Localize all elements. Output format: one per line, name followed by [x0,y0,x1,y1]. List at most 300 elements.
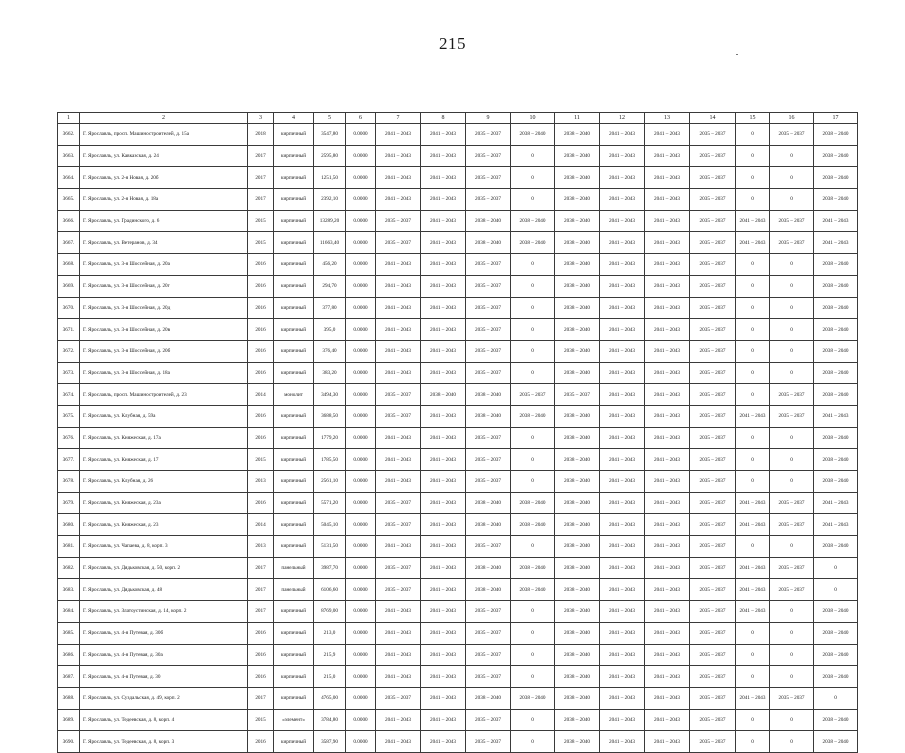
table-cell: 1779,20 [314,427,346,449]
address-cell: Г. Ярославль, ул. 3-я Шоссейная, д. 20б [80,340,248,362]
table-cell: 2015 [248,232,274,254]
table-cell: 0 [770,275,814,297]
column-header: 14 [690,113,736,124]
table-cell: 2041 – 2043 [600,709,645,731]
table-cell: 2035 – 2037 [466,340,511,362]
table-cell: 2041 – 2043 [421,275,466,297]
address-cell: Г. Ярославль, ул. Княжеская, д. 23 [80,514,248,536]
table-cell: 0.0000 [346,384,376,406]
table-cell: 0 [736,297,770,319]
table-cell: 0 [511,319,555,341]
table-cell: кирпичный [274,666,314,688]
table-cell: 2041 – 2043 [600,384,645,406]
table-cell: 2014 [248,514,274,536]
housing-repair-table [57,112,858,753]
table-cell: кирпичный [274,601,314,623]
table-cell: кирпичный [274,124,314,146]
address-cell: Г. Ярославль, ул. Тедеевская, д. 8, корп. 3 [80,731,248,753]
table-cell: 2035 – 2037 [555,384,600,406]
table-cell: 0.0000 [346,405,376,427]
table-cell: 2035 – 2037 [376,514,421,536]
table-cell: 395,0 [314,319,346,341]
table-cell: 0 [511,622,555,644]
column-header: 11 [555,113,600,124]
table-cell: 2035 – 2037 [690,644,736,666]
table-cell: 2035 – 2037 [511,384,555,406]
address-cell: Г. Ярославль, ул. Ветеранов, д. 34 [80,232,248,254]
table-cell: 3674. [58,384,80,406]
table-cell: 3681. [58,536,80,558]
table-cell: 2017 [248,167,274,189]
table-cell: 0 [736,622,770,644]
table-cell: 2041 – 2043 [421,687,466,709]
table-cell: 2038 – 2040 [421,384,466,406]
table-cell: 2035 – 2037 [770,124,814,146]
table-cell: 215,9 [314,644,346,666]
column-header: 7 [376,113,421,124]
table-cell: кирпичный [274,254,314,276]
table-row [58,362,858,384]
table-cell: 2038 – 2040 [511,514,555,536]
address-cell: Г. Ярославль, ул. 4-я Путевая, д. 30а [80,644,248,666]
table-cell: кирпичный [274,471,314,493]
table-cell: 2041 – 2043 [421,579,466,601]
table-cell: 2038 – 2040 [555,405,600,427]
table-row [58,145,858,167]
table-cell: 2041 – 2043 [421,731,466,753]
table-cell: 2017 [248,601,274,623]
table-cell: 0 [770,297,814,319]
table-cell: 2035 – 2037 [690,427,736,449]
table-cell: 0 [511,254,555,276]
table-cell: 2041 – 2043 [736,405,770,427]
table-cell: 2035 – 2037 [690,601,736,623]
table-cell: 2041 – 2043 [600,731,645,753]
table-cell: 2035 – 2037 [690,622,736,644]
table-cell: 2041 – 2043 [421,514,466,536]
table-cell: 0.0000 [346,232,376,254]
table-cell: 2035 – 2037 [466,427,511,449]
table-cell: 2035 – 2037 [466,319,511,341]
table-cell: 2041 – 2043 [736,492,770,514]
table-cell: 2041 – 2043 [421,145,466,167]
table-cell: 2041 – 2043 [421,254,466,276]
table-cell: кирпичный [274,210,314,232]
table-cell: 2041 – 2043 [421,189,466,211]
table-cell: 2041 – 2043 [421,709,466,731]
table-cell: 2016 [248,644,274,666]
address-cell: Г. Ярославль, ул. Княжеская, д. 17а [80,427,248,449]
table-cell: 2017 [248,557,274,579]
table-cell: 2014 [248,384,274,406]
table-cell: 2038 – 2040 [555,124,600,146]
table-cell: 2041 – 2043 [421,297,466,319]
table-cell: 5045,10 [314,514,346,536]
table-cell: 2035 – 2037 [770,514,814,536]
table-cell: 0 [511,189,555,211]
table-cell: 2038 – 2040 [511,492,555,514]
table-cell: 2041 – 2043 [421,492,466,514]
table-cell: 3679. [58,492,80,514]
table-cell: 0 [770,622,814,644]
table-cell: 2041 – 2043 [376,145,421,167]
table-cell: 2041 – 2043 [645,622,690,644]
table-cell: 2041 – 2043 [376,536,421,558]
table-cell: 2041 – 2043 [600,145,645,167]
table-cell: 2035 – 2037 [466,124,511,146]
table-cell: 2041 – 2043 [645,449,690,471]
table-cell: кирпичный [274,362,314,384]
table-cell: 3664. [58,167,80,189]
table-cell: 2038 – 2040 [814,644,858,666]
address-cell: Г. Ярославль, ул. Тедеевская, д. 8, корп. 4 [80,709,248,731]
table-cell: 0 [511,340,555,362]
table-cell: 3682. [58,557,80,579]
table-cell: 0 [736,471,770,493]
table-row [58,492,858,514]
table-cell: 2041 – 2043 [421,167,466,189]
table-cell: 2013 [248,536,274,558]
table-cell: 2041 – 2043 [421,124,466,146]
table-cell: 0 [511,145,555,167]
table-cell: 2041 – 2043 [376,601,421,623]
table-cell: 2035 – 2037 [690,319,736,341]
table-cell: 5131,50 [314,536,346,558]
table-cell: 2041 – 2043 [376,449,421,471]
table-cell: 0 [736,145,770,167]
table-row [58,731,858,753]
table-cell: 2041 – 2043 [736,601,770,623]
table-cell: 2041 – 2043 [645,557,690,579]
table-cell: 2041 – 2043 [376,124,421,146]
table-cell: 6106,60 [314,579,346,601]
table-cell: 2017 [248,145,274,167]
address-cell: Г. Ярославль, просп. Машиностроителей, д. 23 [80,384,248,406]
table-cell: 2038 – 2040 [466,579,511,601]
table-cell: 2041 – 2043 [376,254,421,276]
table-cell: 2038 – 2040 [466,492,511,514]
table-cell: 2041 – 2043 [645,514,690,536]
address-cell: Г. Ярославль, ул. Клубная, д. 59а [80,405,248,427]
table-cell: 3662. [58,124,80,146]
table-cell: 3686. [58,644,80,666]
table-cell: 2038 – 2040 [466,405,511,427]
table-cell: 2041 – 2043 [736,579,770,601]
table-cell: 2038 – 2040 [814,189,858,211]
table-cell: 0 [736,644,770,666]
table-cell: 2038 – 2040 [814,666,858,688]
table-cell: 2038 – 2040 [511,579,555,601]
address-cell: Г. Ярославль, ул. 3-я Шоссейная, д. 20г [80,275,248,297]
table-cell: кирпичный [274,687,314,709]
table-cell: 0.0000 [346,254,376,276]
table-cell: 1785,50 [314,449,346,471]
table-cell: 2038 – 2040 [814,124,858,146]
table-cell: 2038 – 2040 [555,210,600,232]
table-cell: 3690. [58,731,80,753]
table-cell: 3784,80 [314,709,346,731]
table-cell: 0 [770,254,814,276]
table-cell: 2041 – 2043 [645,297,690,319]
table-cell: кирпичный [274,514,314,536]
table-cell: кирпичный [274,536,314,558]
address-cell: Г. Ярославль, ул. Княжеская, д. 23а [80,492,248,514]
table-cell: 2035 – 2037 [466,189,511,211]
table-cell: 0 [770,340,814,362]
table-cell: 0.0000 [346,536,376,558]
table-cell: 2035 – 2037 [690,579,736,601]
table-cell: 2041 – 2043 [736,232,770,254]
table-row [58,319,858,341]
table-cell: 2038 – 2040 [814,167,858,189]
table-cell: 2041 – 2043 [645,189,690,211]
address-cell: Г. Ярославль, просп. Машиностроителей, д. 15а [80,124,248,146]
table-cell: 2016 [248,731,274,753]
table-cell: 2035 – 2037 [770,384,814,406]
table-header [58,113,858,124]
table-cell: 2041 – 2043 [600,557,645,579]
table-cell: 2038 – 2040 [511,124,555,146]
table-cell: 2035 – 2037 [466,536,511,558]
table-cell: 2038 – 2040 [814,471,858,493]
table-cell: 2038 – 2040 [814,709,858,731]
table-cell: 2038 – 2040 [814,362,858,384]
table-cell: 2041 – 2043 [421,319,466,341]
table-cell: 377,80 [314,297,346,319]
table-cell: 2035 – 2037 [690,471,736,493]
table-cell: 0 [736,254,770,276]
table-cell: 2041 – 2043 [814,514,858,536]
table-cell: 0.0000 [346,210,376,232]
table-cell: 2038 – 2040 [555,687,600,709]
table-cell: 2016 [248,622,274,644]
table-cell: 2038 – 2040 [555,427,600,449]
table-cell: 3671. [58,319,80,341]
table-cell: 0 [770,536,814,558]
table-cell: 2038 – 2040 [814,449,858,471]
table-cell: 0.0000 [346,601,376,623]
table-cell: 0.0000 [346,145,376,167]
table-cell: 0 [511,601,555,623]
table-cell: 2013 [248,471,274,493]
table-cell: 3494,30 [314,384,346,406]
table-row [58,449,858,471]
table-cell: 2041 – 2043 [376,319,421,341]
table-cell: 0 [770,319,814,341]
table-cell: 2035 – 2037 [376,579,421,601]
table-cell: 2016 [248,362,274,384]
table-cell: 2041 – 2043 [645,579,690,601]
table-cell: панельный [274,579,314,601]
table-cell: 2038 – 2040 [555,601,600,623]
table-cell: 0 [736,275,770,297]
table-cell: 2041 – 2043 [376,275,421,297]
table-cell: 2038 – 2040 [555,644,600,666]
address-cell: Г. Ярославль, ул. 3-я Шоссейная, д. 20д [80,297,248,319]
table-cell: 2038 – 2040 [555,275,600,297]
address-cell: Г. Ярославль, ул. Суздальская, д. 49, корп. 2 [80,687,248,709]
table-cell: 0 [736,319,770,341]
table-cell: 8769,00 [314,601,346,623]
table-cell: кирпичный [274,731,314,753]
table-cell: 2016 [248,275,274,297]
table-cell: 0 [814,687,858,709]
table-cell: кирпичный [274,622,314,644]
table-cell: 0 [736,731,770,753]
table-cell: 2038 – 2040 [814,275,858,297]
table-cell: 383,20 [314,362,346,384]
table-cell: 0 [511,471,555,493]
table-cell: кирпичный [274,189,314,211]
table-cell: 0.0000 [346,622,376,644]
table-cell: 2035 – 2037 [376,384,421,406]
table-cell: 0.0000 [346,709,376,731]
table-cell: 2041 – 2043 [645,254,690,276]
table-cell: 2017 [248,189,274,211]
table-row [58,340,858,362]
column-header: 13 [645,113,690,124]
table-cell: 0 [770,362,814,384]
table-cell: 2038 – 2040 [555,319,600,341]
table-cell: 2041 – 2043 [376,622,421,644]
table-cell: 2035 – 2037 [690,167,736,189]
table-cell: 3687. [58,666,80,688]
table-cell: панельный [274,557,314,579]
table-cell: 2038 – 2040 [814,427,858,449]
table-cell: 2041 – 2043 [600,427,645,449]
column-header: 8 [421,113,466,124]
table-cell: 2041 – 2043 [645,232,690,254]
table-cell: 2041 – 2043 [645,124,690,146]
table-cell: 0 [770,601,814,623]
table-cell: 2041 – 2043 [600,254,645,276]
table-cell: 2041 – 2043 [376,362,421,384]
table-cell: 0 [511,666,555,688]
table-cell: кирпичный [274,319,314,341]
table-cell: кирпичный [274,449,314,471]
table-cell: 2038 – 2040 [555,340,600,362]
table-cell: «элемент» [274,709,314,731]
table-row [58,709,858,731]
table-cell: 2041 – 2043 [421,232,466,254]
table-cell: 2035 – 2037 [466,666,511,688]
table-cell: 0.0000 [346,297,376,319]
table-cell: 0.0000 [346,644,376,666]
table-cell: 2038 – 2040 [511,210,555,232]
table-cell: 2038 – 2040 [814,254,858,276]
table-cell: 2038 – 2040 [555,449,600,471]
table-cell: 0 [511,167,555,189]
table-cell: 2035 – 2037 [376,405,421,427]
table-cell: 213,0 [314,622,346,644]
table-cell: 0.0000 [346,275,376,297]
table-cell: 0.0000 [346,362,376,384]
table-row [58,601,858,623]
table-cell: 2035 – 2037 [690,709,736,731]
table-cell: 2041 – 2043 [421,362,466,384]
table-cell: 0 [736,666,770,688]
table-row [58,557,858,579]
table-cell: кирпичный [274,427,314,449]
table-cell: 2015 [248,210,274,232]
table-cell: 3663. [58,145,80,167]
table-cell: 2041 – 2043 [645,666,690,688]
column-header: 3 [248,113,274,124]
table-cell: 2041 – 2043 [645,275,690,297]
table-cell: 0 [511,709,555,731]
table-cell: 3587,90 [314,731,346,753]
header-row [58,113,858,124]
table-cell: 2041 – 2043 [600,340,645,362]
table-cell: 2041 – 2043 [600,405,645,427]
column-header: 16 [770,113,814,124]
table-cell: 2038 – 2040 [466,514,511,536]
table-cell: 3987,70 [314,557,346,579]
table-cell: 2035 – 2037 [466,449,511,471]
table-cell: 3676. [58,427,80,449]
table-cell: 2041 – 2043 [600,275,645,297]
table-cell: 3678. [58,471,80,493]
table-cell: 456,20 [314,254,346,276]
column-header: 5 [314,113,346,124]
table-cell: 0.0000 [346,124,376,146]
table-cell: 2035 – 2037 [466,709,511,731]
table-cell: 2035 – 2037 [466,471,511,493]
table-cell: 2041 – 2043 [421,340,466,362]
table-cell: 2041 – 2043 [421,471,466,493]
address-cell: Г. Ярославль, ул. Златоустинская, д. 14, корп. 2 [80,601,248,623]
table-cell: 2041 – 2043 [600,449,645,471]
column-header: 17 [814,113,858,124]
table-cell: 2041 – 2043 [421,449,466,471]
table-cell: 2041 – 2043 [600,189,645,211]
table-cell: 2016 [248,666,274,688]
table-cell: 5571,20 [314,492,346,514]
address-cell: Г. Ярославль, ул. 3-я Шоссейная, д. 20а [80,254,248,276]
table-cell: 2041 – 2043 [600,362,645,384]
table-cell: 0.0000 [346,471,376,493]
table-cell: 3547,80 [314,124,346,146]
table-cell: 2041 – 2043 [376,167,421,189]
table-row [58,232,858,254]
table-cell: 2035 – 2037 [376,492,421,514]
table-cell: 0.0000 [346,514,376,536]
table-cell: 2041 – 2043 [645,644,690,666]
table-cell: 2035 – 2037 [770,405,814,427]
table-cell: 0.0000 [346,557,376,579]
address-cell: Г. Ярославль, ул. Дядьковская, д. 48 [80,579,248,601]
table-cell: 0.0000 [346,449,376,471]
table-cell: 0.0000 [346,731,376,753]
table-cell: 2035 – 2037 [690,362,736,384]
table-cell: 3684. [58,601,80,623]
table-cell: 3688. [58,687,80,709]
column-header: 6 [346,113,376,124]
table-cell: 2041 – 2043 [736,514,770,536]
table-cell: кирпичный [274,644,314,666]
table-cell: 2041 – 2043 [600,210,645,232]
table-cell: 2038 – 2040 [814,145,858,167]
table-cell: 0 [511,731,555,753]
table-cell: 2035 – 2037 [690,210,736,232]
table-cell: 2035 – 2037 [376,232,421,254]
table-cell: 2041 – 2043 [645,709,690,731]
table-cell: 3673. [58,362,80,384]
table-cell: 2035 – 2037 [770,557,814,579]
table-cell: 2041 – 2043 [600,167,645,189]
table-cell: 2035 – 2037 [466,644,511,666]
table-cell: 2017 [248,687,274,709]
